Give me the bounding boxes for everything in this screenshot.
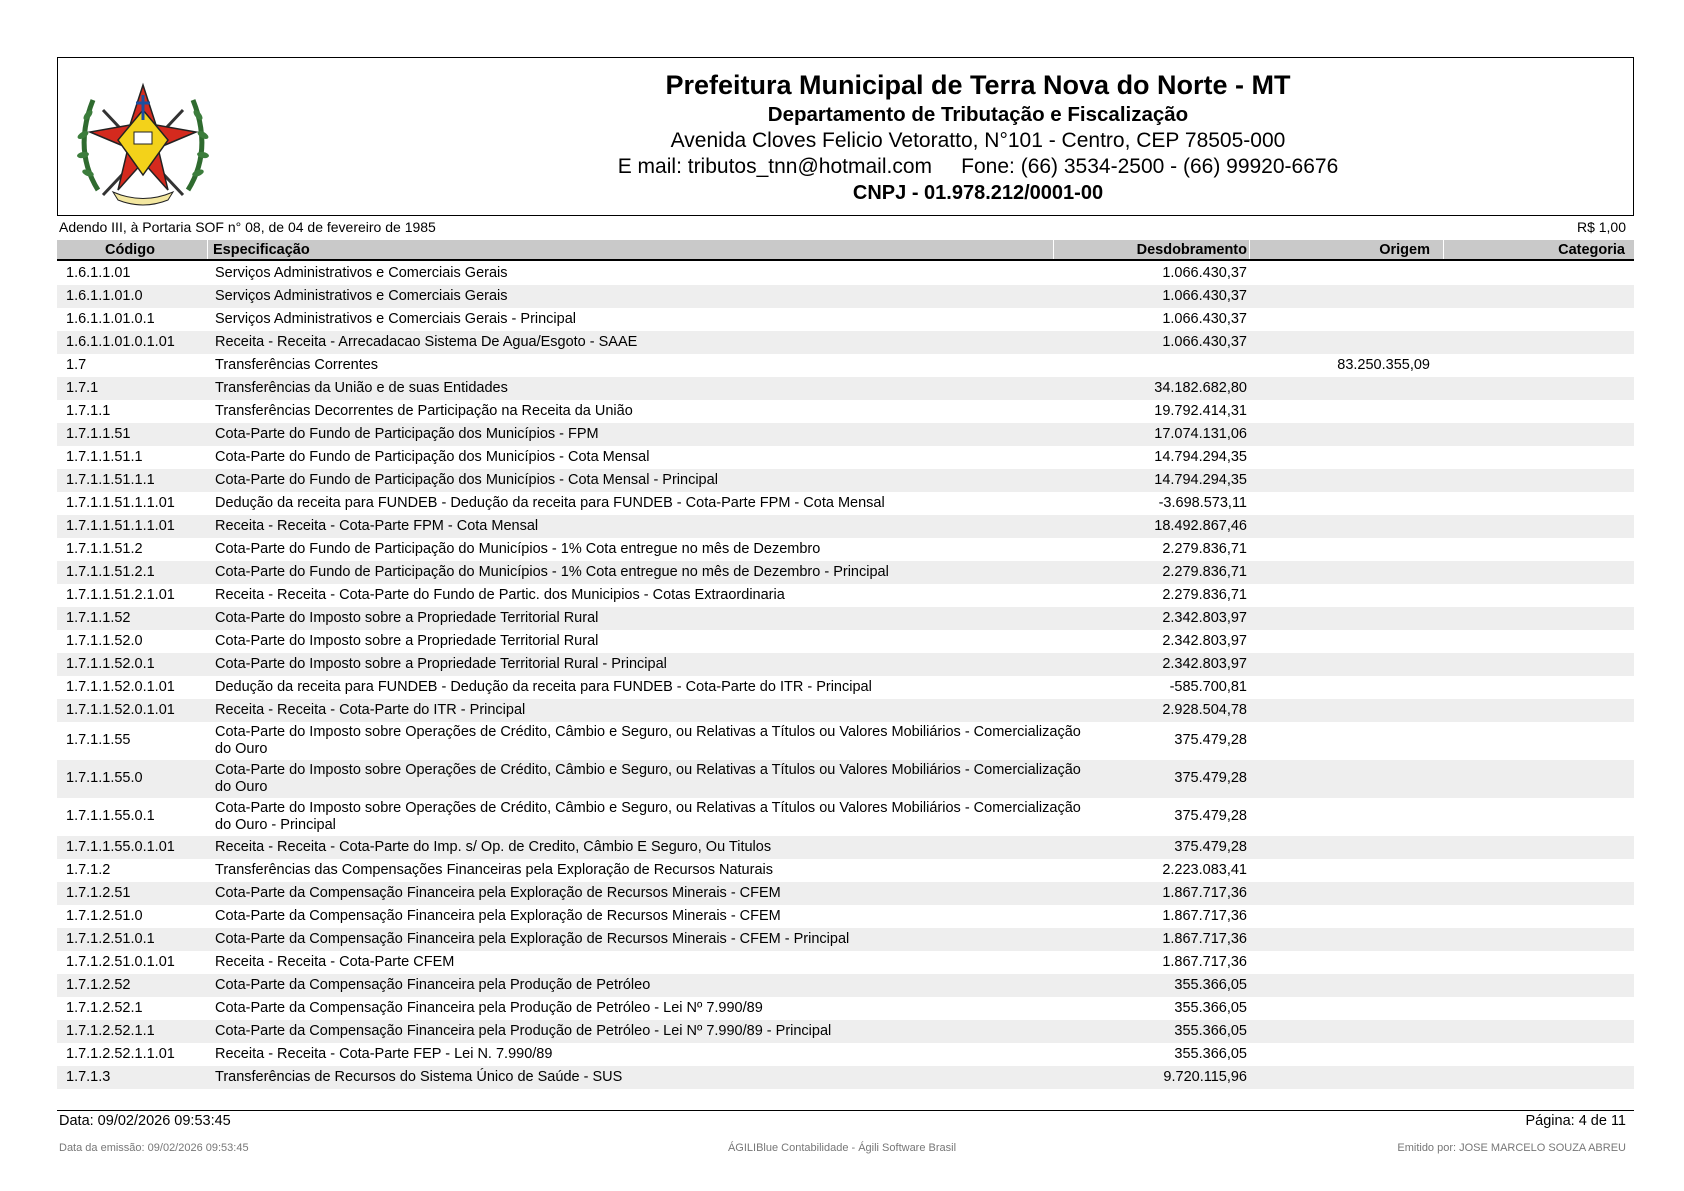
table-row (57, 561, 1634, 584)
cell-codigo: 1.7.1.1.51.1.1 (66, 472, 155, 488)
table-row (57, 653, 1634, 676)
table-row (57, 492, 1634, 515)
cell-desdobramento: 2.342.803,97 (1162, 656, 1247, 672)
cell-especificacao: Cota-Parte do Imposto sobre Operações de Crédito, Câmbio e Seguro, ou Relativas a Títulos ou Valores Mobiliários - Comercialização do Ouro (215, 762, 1081, 795)
cell-codigo: 1.7.1.1.55 (66, 732, 131, 748)
cell-desdobramento: 375.479,28 (1174, 808, 1247, 824)
cell-codigo: 1.7.1.1.51.2.1.01 (66, 587, 175, 603)
cell-desdobramento: 1.867.717,36 (1162, 931, 1247, 947)
cell-especificacao: Receita - Receita - Cota-Parte do Imp. s/ Op. de Credito, Câmbio E Seguro, Ou Titulos (215, 839, 772, 855)
table-row (57, 699, 1634, 722)
cell-especificacao: Cota-Parte do Fundo de Participação do Municípios - 1% Cota entregue no mês de Dezembro (215, 541, 821, 557)
cell-especificacao: Cota-Parte da Compensação Financeira pela Exploração de Recursos Minerais - CFEM - Principal (215, 931, 850, 947)
cell-especificacao: Cota-Parte da Compensação Financeira pela Exploração de Recursos Minerais - CFEM (215, 908, 781, 924)
table-row (57, 882, 1634, 905)
municipal-coat-of-arms-icon (68, 70, 218, 210)
column-header-desdobramento: Desdobramento (1136, 242, 1247, 258)
table-row (57, 515, 1634, 538)
table-row (57, 676, 1634, 699)
cell-especificacao: Cota-Parte do Fundo de Participação dos Municípios - Cota Mensal - Principal (215, 472, 718, 488)
cell-especificacao: Dedução da receita para FUNDEB - Dedução da receita para FUNDEB - Cota-Parte FPM - Cota Mensal (215, 495, 885, 511)
table-row (57, 308, 1634, 331)
column-separator (1053, 240, 1054, 259)
cell-especificacao: Serviços Administrativos e Comerciais Gerais (215, 288, 508, 304)
cell-especificacao: Cota-Parte do Imposto sobre a Propriedade Territorial Rural (215, 610, 599, 626)
cell-desdobramento: 14.794.294,35 (1154, 449, 1247, 465)
cnpj: CNPJ - 01.978.212/0001-00 (852, 182, 1104, 204)
cell-especificacao: Cota-Parte da Compensação Financeira pela Produção de Petróleo - Lei Nº 7.990/89 (215, 1000, 763, 1016)
cell-codigo: 1.7.1.1.52.0 (66, 633, 143, 649)
cell-codigo: 1.6.1.1.01.0 (66, 288, 143, 304)
revenue-table (57, 262, 1634, 1089)
cell-desdobramento: 2.279.836,71 (1162, 587, 1247, 603)
table-row (57, 469, 1634, 492)
department-name: Departamento de Tributação e Fiscalização (767, 103, 1189, 126)
cell-codigo: 1.7.1.1.52.0.1 (66, 656, 155, 672)
cell-especificacao: Receita - Receita - Arrecadacao Sistema De Agua/Esgoto - SAAE (215, 334, 638, 350)
table-header (57, 240, 1634, 261)
cell-codigo: 1.7.1.2.52.1.1.01 (66, 1046, 175, 1062)
cell-codigo: 1.7.1.1.51.1.1.01 (66, 495, 175, 511)
table-row (57, 331, 1634, 354)
cell-especificacao: Transferências Correntes (215, 357, 379, 373)
table-row (57, 974, 1634, 997)
cell-desdobramento: -3.698.573,11 (1158, 495, 1247, 511)
column-header-codigo: Código (105, 242, 155, 258)
cell-desdobramento: 2.279.836,71 (1162, 564, 1247, 580)
cell-desdobramento: -585.700,81 (1169, 679, 1247, 695)
emission-date: Data da emissão: 09/02/2026 09:53:45 (59, 1142, 249, 1154)
cell-especificacao: Receita - Receita - Cota-Parte CFEM (215, 954, 455, 970)
table-row (57, 446, 1634, 469)
table-row (57, 1020, 1634, 1043)
cell-codigo: 1.7.1.1.51 (66, 426, 131, 442)
table-row (57, 607, 1634, 630)
cell-desdobramento: 34.182.682,80 (1154, 380, 1247, 396)
cell-especificacao: Receita - Receita - Cota-Parte do Fundo de Partic. dos Municipios - Cotas Extraordinaria (215, 587, 785, 603)
cell-codigo: 1.7.1.1.55.0.1 (66, 808, 155, 824)
cell-codigo: 1.7.1.1.52.0.1.01 (66, 679, 175, 695)
cell-desdobramento: 9.720.115,96 (1163, 1069, 1247, 1085)
cell-codigo: 1.7.1.1.52.0.1.01 (66, 702, 175, 718)
page-number: Página: 4 de 11 (1525, 1113, 1626, 1129)
cell-codigo: 1.7 (66, 357, 87, 373)
cell-desdobramento: 375.479,28 (1174, 839, 1247, 855)
cell-codigo: 1.7.1.2.51.0 (66, 908, 143, 924)
cell-desdobramento: 1.066.430,37 (1162, 311, 1247, 327)
cell-especificacao: Cota-Parte do Imposto sobre a Propriedade Territorial Rural - Principal (215, 656, 667, 672)
cell-codigo: 1.7.1.3 (66, 1069, 111, 1085)
cell-desdobramento: 17.074.131,06 (1154, 426, 1247, 442)
address: Avenida Cloves Felicio Vetoratto, N°101 - Centro, CEP 78505-000 (670, 129, 1286, 152)
column-separator (207, 240, 208, 259)
cell-especificacao: Dedução da receita para FUNDEB - Dedução da receita para FUNDEB - Cota-Parte do ITR - Principal (215, 679, 872, 695)
cell-codigo: 1.7.1.2.51.0.1.01 (66, 954, 175, 970)
cell-desdobramento: 1.066.430,37 (1162, 288, 1247, 304)
column-separator (1249, 240, 1250, 259)
cell-codigo: 1.7.1.2.52.1.1 (66, 1023, 155, 1039)
table-row (57, 423, 1634, 446)
cell-codigo: 1.7.1.1.51.1 (66, 449, 143, 465)
column-header-especificacao: Especificação (213, 242, 310, 258)
cell-desdobramento: 375.479,28 (1174, 732, 1247, 748)
cell-codigo: 1.7.1.1.55.0.1.01 (66, 839, 175, 855)
cell-desdobramento: 1.066.430,37 (1162, 265, 1247, 281)
cell-especificacao: Cota-Parte do Imposto sobre a Propriedade Territorial Rural (215, 633, 599, 649)
cell-codigo: 1.7.1.2.52.1 (66, 1000, 143, 1016)
cell-desdobramento: 1.066.430,37 (1162, 334, 1247, 350)
cell-desdobramento: 2.279.836,71 (1162, 541, 1247, 557)
table-row (57, 951, 1634, 974)
cell-codigo: 1.7.1.2.51.0.1 (66, 931, 155, 947)
software-credit: ÁGILIBlue Contabilidade - Ágili Software Brasil (727, 1142, 957, 1154)
cell-desdobramento: 1.867.717,36 (1162, 908, 1247, 924)
cell-desdobramento: 2.928.504,78 (1162, 702, 1247, 718)
cell-codigo: 1.7.1.1.52 (66, 610, 131, 626)
cell-desdobramento: 14.794.294,35 (1154, 472, 1247, 488)
cell-desdobramento: 2.223.083,41 (1162, 862, 1247, 878)
cell-especificacao: Cota-Parte do Fundo de Participação do Municípios - 1% Cota entregue no mês de Dezembro - Principal (215, 564, 889, 580)
table-row (57, 400, 1634, 423)
table-row (57, 997, 1634, 1020)
cell-desdobramento: 355.366,05 (1174, 1023, 1247, 1039)
cell-codigo: 1.7.1.1 (66, 403, 111, 419)
table-row (57, 905, 1634, 928)
table-row (57, 798, 1634, 836)
table-row (57, 1066, 1634, 1089)
cell-codigo: 1.6.1.1.01 (66, 265, 131, 281)
ordinance-reference: Adendo III, à Portaria SOF n° 08, de 04 de fevereiro de 1985 (59, 219, 436, 235)
cell-desdobramento: 355.366,05 (1174, 1000, 1247, 1016)
cell-codigo: 1.7.1.1.55.0 (66, 770, 143, 786)
cell-desdobramento: 375.479,28 (1174, 770, 1247, 786)
report-header (57, 57, 1634, 216)
cell-desdobramento: 2.342.803,97 (1162, 610, 1247, 626)
cell-especificacao: Cota-Parte da Compensação Financeira pela Produção de Petróleo (215, 977, 651, 993)
issued-by: Emitido por: JOSE MARCELO SOUZA ABREU (1397, 1142, 1626, 1154)
cell-desdobramento: 355.366,05 (1174, 1046, 1247, 1062)
table-row (57, 928, 1634, 951)
cell-origem: 83.250.355,09 (1337, 357, 1430, 373)
table-row (57, 1043, 1634, 1066)
column-header-origem: Origem (1379, 242, 1430, 258)
column-separator (1443, 240, 1444, 259)
cell-especificacao: Cota-Parte do Fundo de Participação dos Municípios - FPM (215, 426, 599, 442)
table-row (57, 859, 1634, 882)
page-title: Prefeitura Municipal de Terra Nova do Norte - MT (665, 70, 1291, 100)
cell-especificacao: Cota-Parte do Imposto sobre Operações de Crédito, Câmbio e Seguro, ou Relativas a Títulos ou Valores Mobiliários - Comercialização do Ouro - Principal (215, 800, 1081, 833)
table-row (57, 538, 1634, 561)
cell-desdobramento: 1.867.717,36 (1162, 954, 1247, 970)
cell-especificacao: Cota-Parte do Fundo de Participação dos Municípios - Cota Mensal (215, 449, 650, 465)
cell-codigo: 1.6.1.1.01.0.1.01 (66, 334, 175, 350)
cell-especificacao: Cota-Parte da Compensação Financeira pela Exploração de Recursos Minerais - CFEM (215, 885, 781, 901)
cell-codigo: 1.7.1.1.51.2 (66, 541, 143, 557)
report-date: Data: 09/02/2026 09:53:45 (59, 1113, 231, 1129)
cell-codigo: 1.7.1 (66, 380, 99, 396)
cell-desdobramento: 18.492.867,46 (1154, 518, 1247, 534)
table-row (57, 377, 1634, 400)
column-header-categoria: Categoria (1558, 242, 1625, 258)
cell-especificacao: Transferências da União e de suas Entidades (215, 380, 508, 396)
cell-codigo: 1.7.1.2 (66, 862, 111, 878)
cell-desdobramento: 355.366,05 (1174, 977, 1247, 993)
table-row (57, 285, 1634, 308)
cell-especificacao: Transferências de Recursos do Sistema Único de Saúde - SUS (215, 1069, 623, 1085)
currency-unit: R$ 1,00 (1576, 219, 1626, 235)
table-row (57, 262, 1634, 285)
table-row (57, 722, 1634, 760)
cell-especificacao: Cota-Parte da Compensação Financeira pela Produção de Petróleo - Lei Nº 7.990/89 - Principal (215, 1023, 832, 1039)
footer-divider (57, 1110, 1634, 1111)
table-row (57, 354, 1634, 377)
header-text (598, 68, 1358, 206)
cell-codigo: 1.7.1.2.51 (66, 885, 131, 901)
cell-especificacao: Receita - Receita - Cota-Parte FPM - Cota Mensal (215, 518, 539, 534)
table-row (57, 836, 1634, 859)
cell-codigo: 1.7.1.1.51.2.1 (66, 564, 155, 580)
cell-especificacao: Receita - Receita - Cota-Parte do ITR - Principal (215, 702, 526, 718)
cell-codigo: 1.7.1.2.52 (66, 977, 131, 993)
cell-especificacao: Receita - Receita - Cota-Parte FEP - Lei N. 7.990/89 (215, 1046, 553, 1062)
cell-especificacao: Serviços Administrativos e Comerciais Gerais - Principal (215, 311, 576, 327)
table-row (57, 760, 1634, 798)
cell-codigo: 1.7.1.1.51.1.1.01 (66, 518, 175, 534)
cell-especificacao: Transferências das Compensações Financeiras pela Exploração de Recursos Naturais (215, 862, 773, 878)
cell-desdobramento: 2.342.803,97 (1162, 633, 1247, 649)
cell-codigo: 1.6.1.1.01.0.1 (66, 311, 155, 327)
table-row (57, 630, 1634, 653)
cell-especificacao: Serviços Administrativos e Comerciais Gerais (215, 265, 508, 281)
cell-desdobramento: 19.792.414,31 (1154, 403, 1247, 419)
cell-especificacao: Transferências Decorrentes de Participação na Receita da União (215, 403, 633, 419)
table-row (57, 584, 1634, 607)
cell-especificacao: Cota-Parte do Imposto sobre Operações de Crédito, Câmbio e Seguro, ou Relativas a Títulos ou Valores Mobiliários - Comercialização do Ouro (215, 724, 1081, 757)
cell-desdobramento: 1.867.717,36 (1162, 885, 1247, 901)
contact-info: E mail: tributos_tnn@hotmail.com Fone: (66) 3534-2500 - (66) 99920-6676 (617, 155, 1339, 178)
